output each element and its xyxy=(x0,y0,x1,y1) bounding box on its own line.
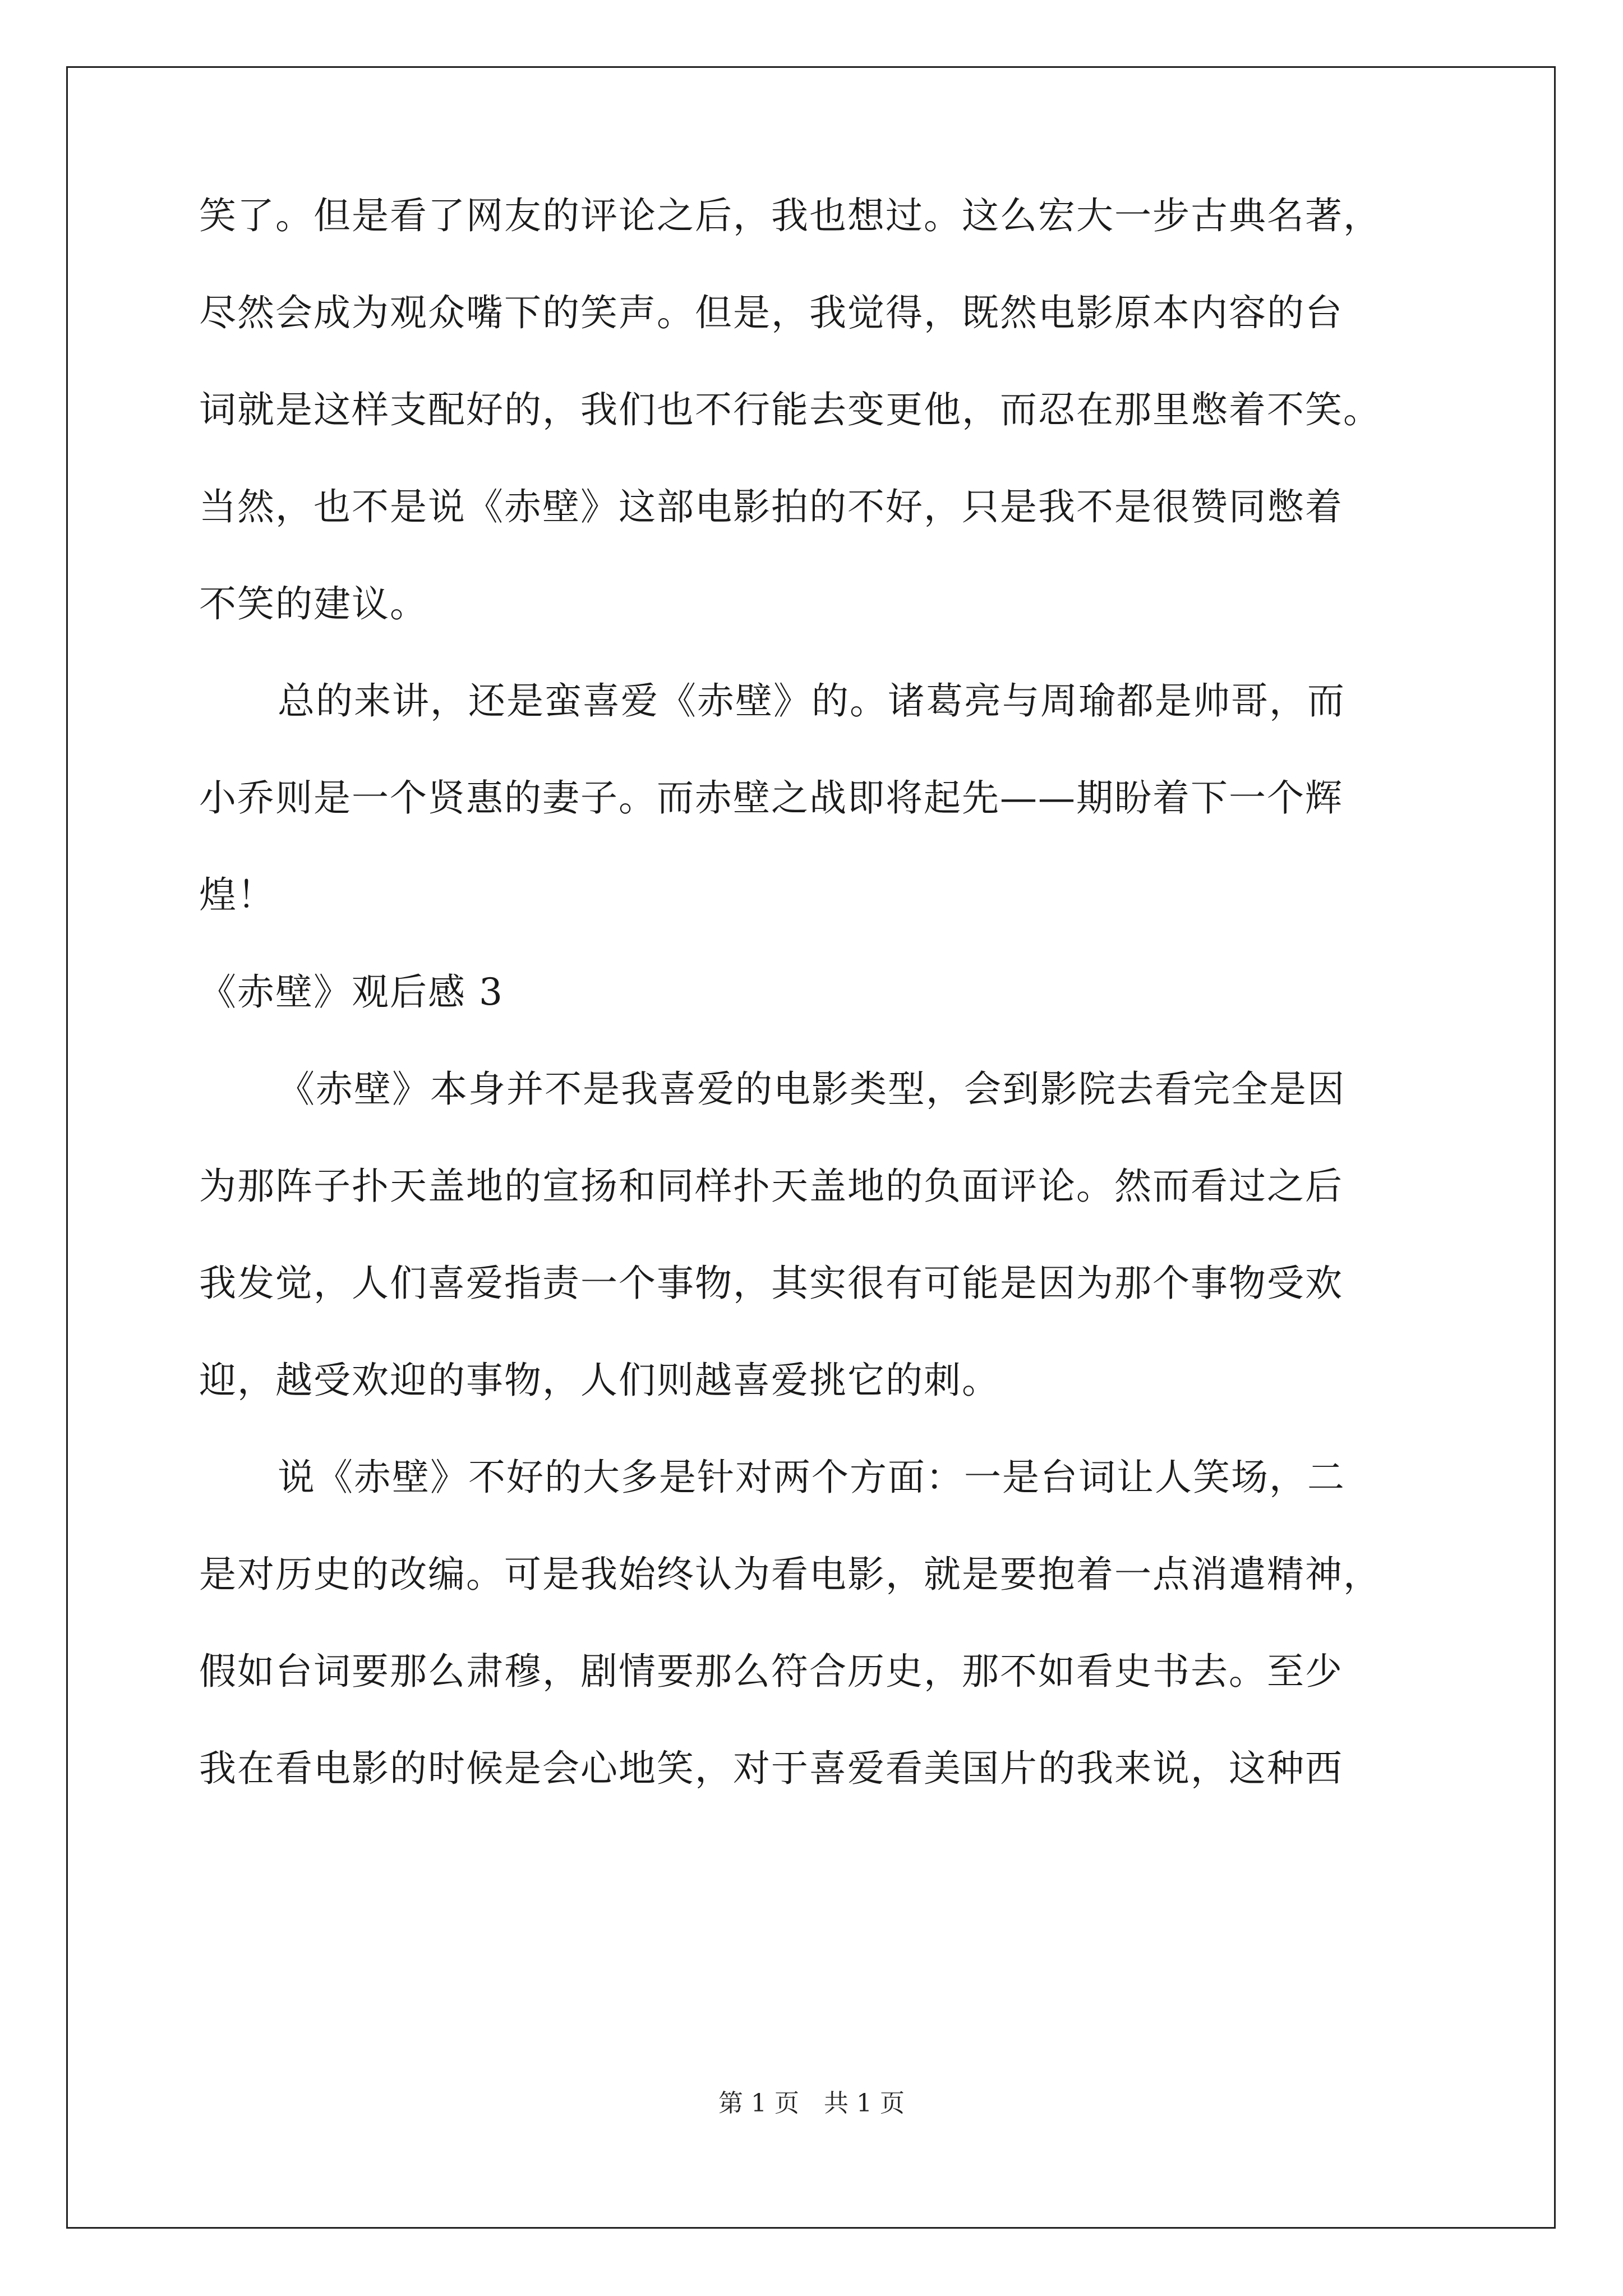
text-line: 小乔则是一个贤惠的妻子。而赤壁之战即将起先——期盼着下一个辉 xyxy=(199,776,1343,820)
text-line: 当然，也不是说《赤壁》这部电影拍的不好，只是我不是很赞同憋着 xyxy=(199,485,1343,528)
text-line: 词就是这样支配好的，我们也不行能去变更他，而忍在那里憋着不笑。 xyxy=(199,388,1381,431)
text-line: 笑了。但是看了网友的评论之后，我也想过。这么宏大一步古典名著， xyxy=(199,194,1381,237)
paragraph-start-line: 说《赤壁》不好的大多是针对两个方面：一是台词让人笑场，二 xyxy=(278,1456,1345,1499)
text-line: 不笑的建议。 xyxy=(199,582,428,625)
paragraph-start-line: 《赤壁》本身并不是我喜爱的电影类型，会到影院去看完全是因 xyxy=(278,1068,1345,1111)
section-heading: 《赤壁》观后感 3 xyxy=(199,970,504,1014)
paragraph-start-line: 总的来讲，还是蛮喜爱《赤壁》的。诸葛亮与周瑜都是帅哥，而 xyxy=(278,679,1345,723)
text-line: 是对历史的改编。可是我始终认为看电影，就是要抱着一点消遣精神， xyxy=(199,1553,1381,1596)
text-line: 迎，越受欢迎的事物，人们则越喜爱挑它的刺。 xyxy=(199,1359,1000,1402)
page-footer: 第 1 页 共 1 页 xyxy=(718,2089,905,2118)
text-line: 我在看电影的时候是会心地笑，对于喜爱看美国片的我来说，这种西 xyxy=(199,1747,1343,1790)
text-line: 假如台词要那么肃穆，剧情要那么符合历史，那不如看史书去。至少 xyxy=(199,1650,1343,1693)
text-line: 尽然会成为观众嘴下的笑声。但是，我觉得，既然电影原本内容的台 xyxy=(199,291,1343,334)
text-line: 我发觉，人们喜爱指责一个事物，其实很有可能是因为那个事物受欢 xyxy=(199,1262,1343,1305)
text-line: 为那阵子扑天盖地的宣扬和同样扑天盖地的负面评论。然而看过之后 xyxy=(199,1165,1343,1208)
text-line: 煌！ xyxy=(199,873,275,917)
